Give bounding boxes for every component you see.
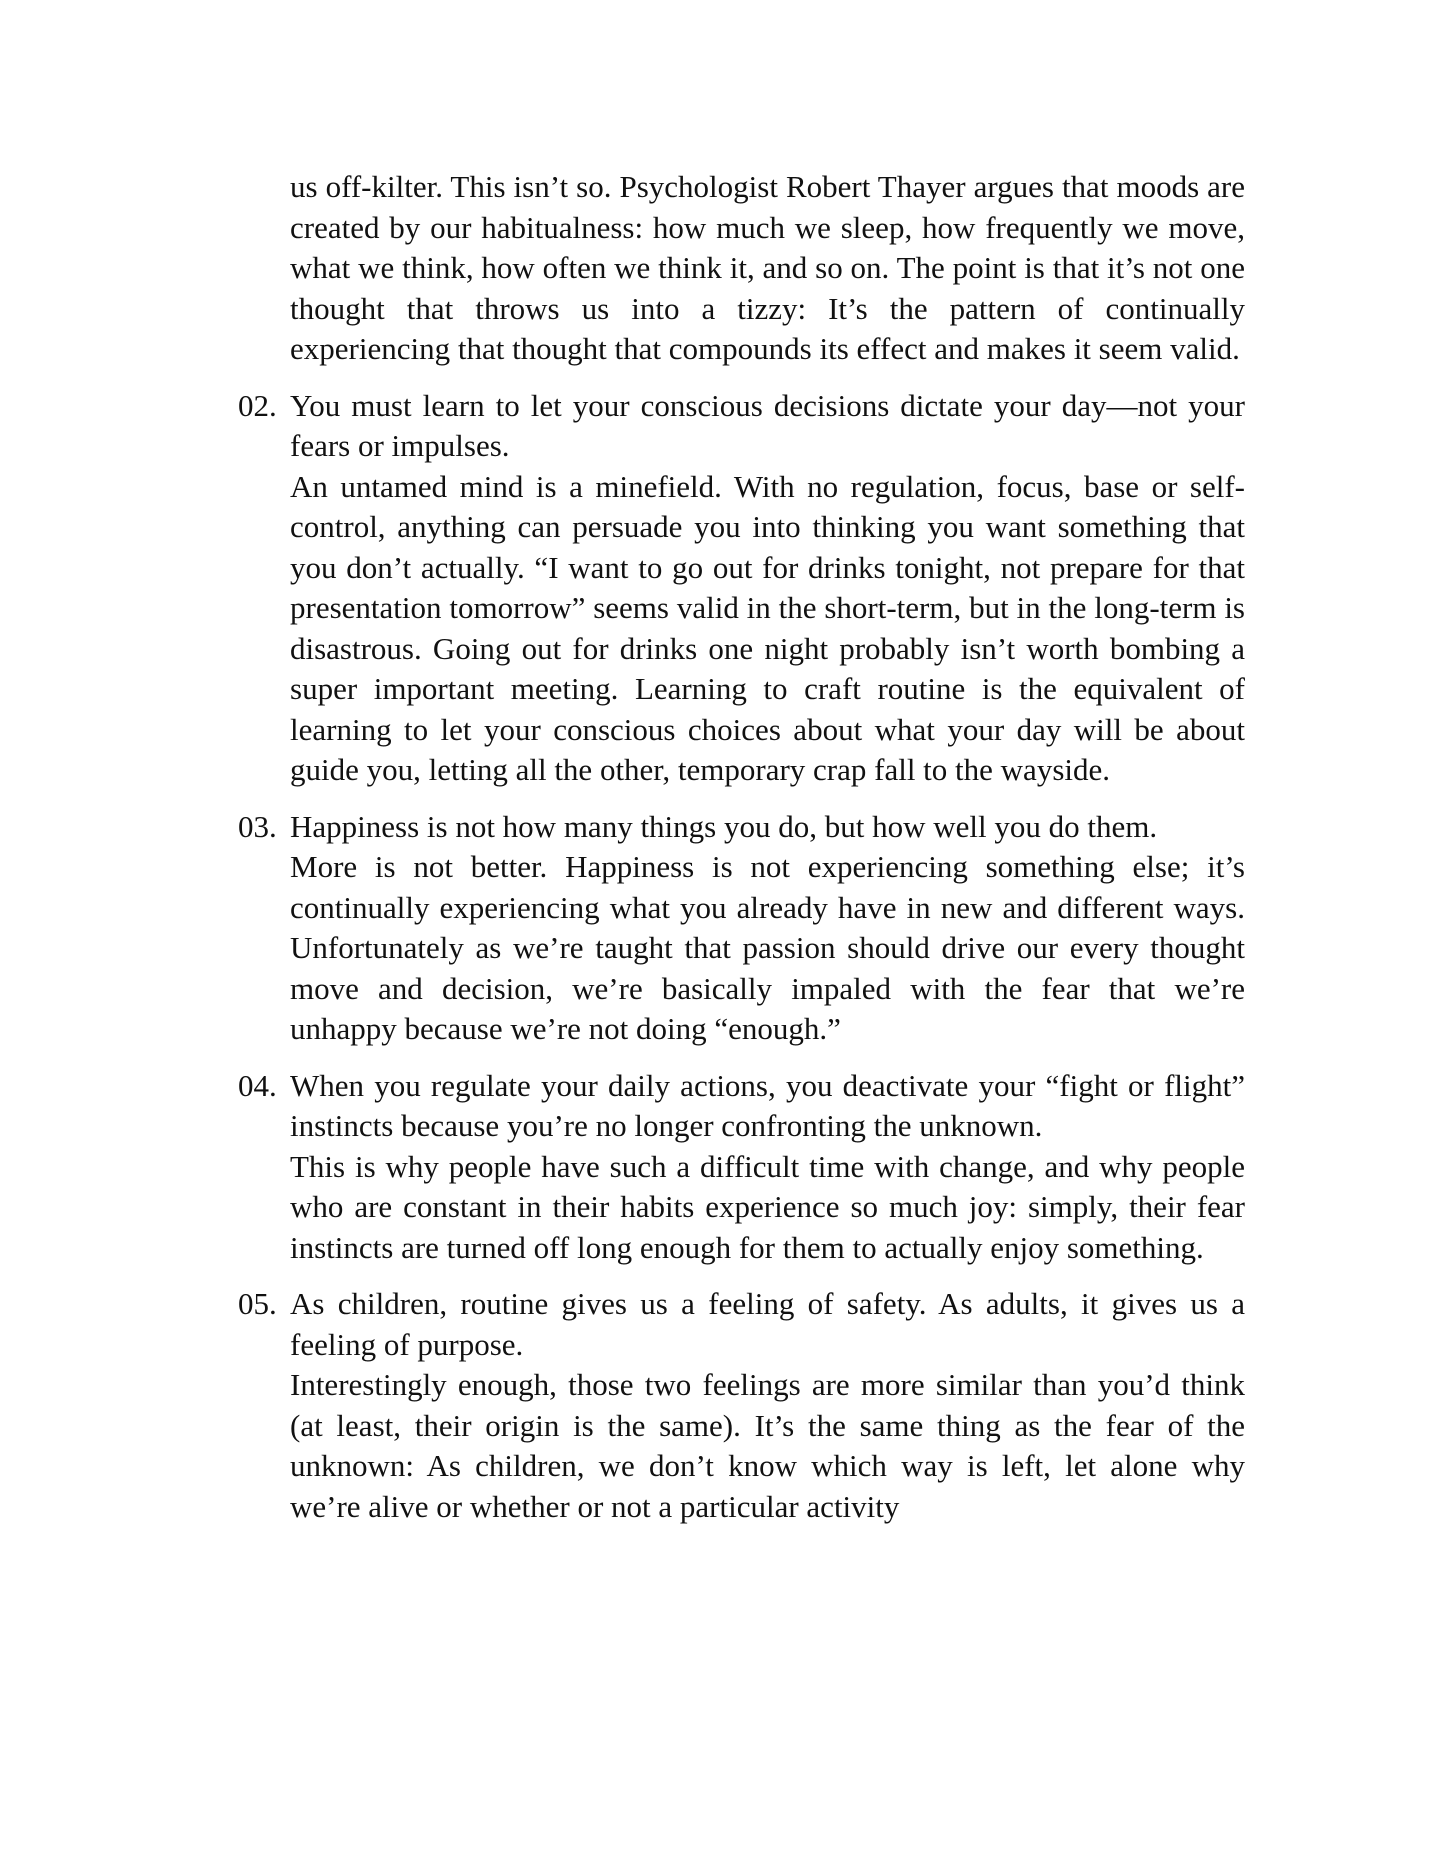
list-item-05 <box>238 1284 1245 1527</box>
item-heading: As children, routine gives us a feeling of safety. As adults, it gives us a feeling of purpose. <box>290 1286 1245 1362</box>
item-number: 05. <box>238 1286 277 1321</box>
list-item-04 <box>238 1066 1245 1269</box>
list-item-03 <box>238 807 1245 1050</box>
item-heading: When you regulate your daily actions, you deactivate your “fight or flight” instincts because you’re no longer confronting the unknown. <box>290 1067 1245 1143</box>
item-body: More is not better. Happiness is not experiencing something else; it’s continually experiencing what you already have in new and different ways. Unfortunately as we’re taught that passion should drive our every thought move and decision, we’re basically impaled with the fear that we’re unhappy because we’re not doing “enough.” <box>290 849 1245 1046</box>
list-item-02 <box>238 386 1245 791</box>
item-number: 02. <box>238 387 277 423</box>
item-heading: Happiness is not how many things you do, but how well you do them. <box>290 808 1158 844</box>
item-body: This is why people have such a difficult time with change, and why people who are constant in their habits experience so much joy: simply, their fear instincts are turned off long enough for them to actually enjoy something. <box>290 1148 1245 1265</box>
page-content <box>238 167 1245 1527</box>
item-body: Interestingly enough, those two feelings are more similar than you’d think (at least, their origin is the same). It’s the same thing as the fear of the unknown: As children, we don’t know which way is left, let alone why we’re alive or whether or not a particular activity <box>290 1367 1245 1524</box>
item-number: 03. <box>238 808 277 844</box>
intro-paragraph: us off-kilter. This isn’t so. Psychologist Robert Thayer argues that moods are created by our habitualness: how much we sleep, how frequently we move, what we think, how often we think it, and so on. The point is that it’s not one thought that throws us into a tizzy: It’s the pattern of continually experiencing that thought that compounds its effect and makes it seem valid. <box>290 169 1245 366</box>
item-number: 04. <box>238 1067 277 1103</box>
item-body: An untamed mind is a minefield. With no regulation, focus, base or self-control, anything can persuade you into thinking you want something that you don’t actually. “I want to go out for drinks tonight, not prepare for that presentation tomorrow” seems valid in the short-term, but in the long-term is disastrous. Going out for drinks one night probably isn’t worth bombing a super important meeting. Learning to craft routine is the equivalent of learning to let your conscious choices about what your day will be about guide you, letting all the other, temporary crap fall to the wayside. <box>290 468 1245 787</box>
item-heading: You must learn to let your conscious decisions dictate your day—not your fears or impulses. <box>290 387 1245 463</box>
